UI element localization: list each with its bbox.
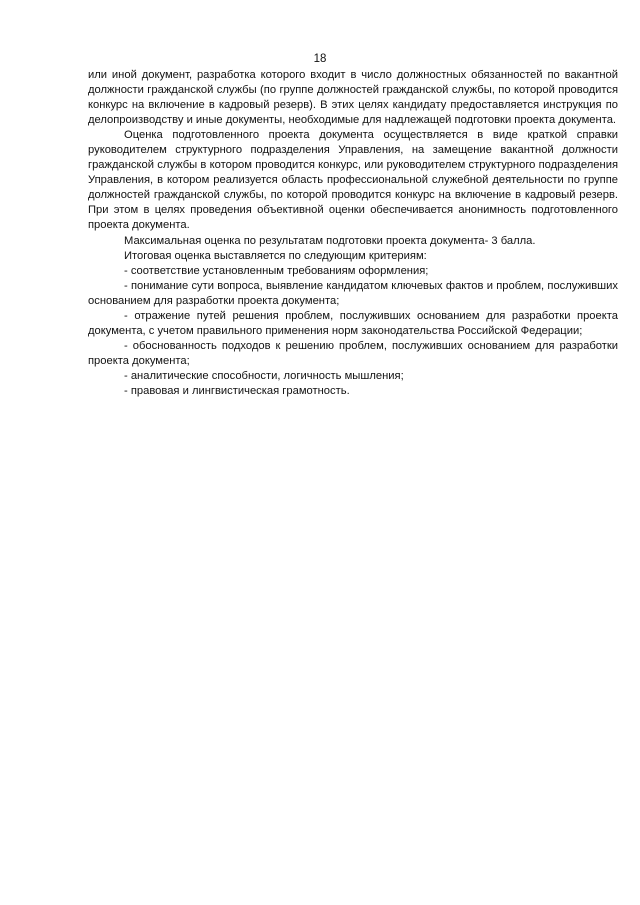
criteria-item: - правовая и лингвистическая грамотность. — [124, 384, 350, 397]
page-number: 18 — [313, 53, 327, 65]
paragraph-evaluation: Оценка подготовленного проекта документа осуществляется в виде краткой справки руководителем структурного подразделения Управления, на замещение вакантной должности гражданской службы в котором проводится конкурс, или руководителем структурного подразделения Управления, в котором реализуется область профессиональной служебной деятельности по группе должностей гражданской службы, по которой проводится конкурс на включение в кадровый резерв. При этом в целях проведения объективной оценки обеспечивается анонимность подготовленного проекта документа. — [88, 129, 618, 232]
criteria-item: - аналитические способности, логичность мышления; — [124, 369, 404, 382]
paragraph-criteria-intro: Итоговая оценка выставляется по следующим критериям: — [124, 249, 427, 262]
document-body — [88, 68, 618, 399]
paragraph-max-score: Максимальная оценка по результатам подготовки проекта документа- 3 балла. — [124, 234, 536, 247]
criteria-item: - соответствие установленным требованиям оформления; — [124, 264, 429, 277]
paragraph-continuation: или иной документ, разработка которого входит в число должностных обязанностей по вакантной должности гражданской службы (по группе должностей гражданской службы, по которой проводится конкурс на включение в кадровый резерв). В этих целях кандидату предоставляется инструкция по делопроизводству и иные документы, необходимые для надлежащей подготовки проекта документа. — [88, 69, 618, 127]
criteria-item: - обоснованность подходов к решению проблем, послуживших основанием для разработки проекта документа; — [88, 339, 618, 367]
criteria-item: - понимание сути вопроса, выявление кандидатом ключевых фактов и проблем, послуживших основанием для разработки проекта документа; — [88, 279, 618, 307]
criteria-item: - отражение путей решения проблем, послуживших основанием для разработки проекта документа, с учетом правильного применения норм законодательства Российской Федерации; — [88, 309, 618, 337]
